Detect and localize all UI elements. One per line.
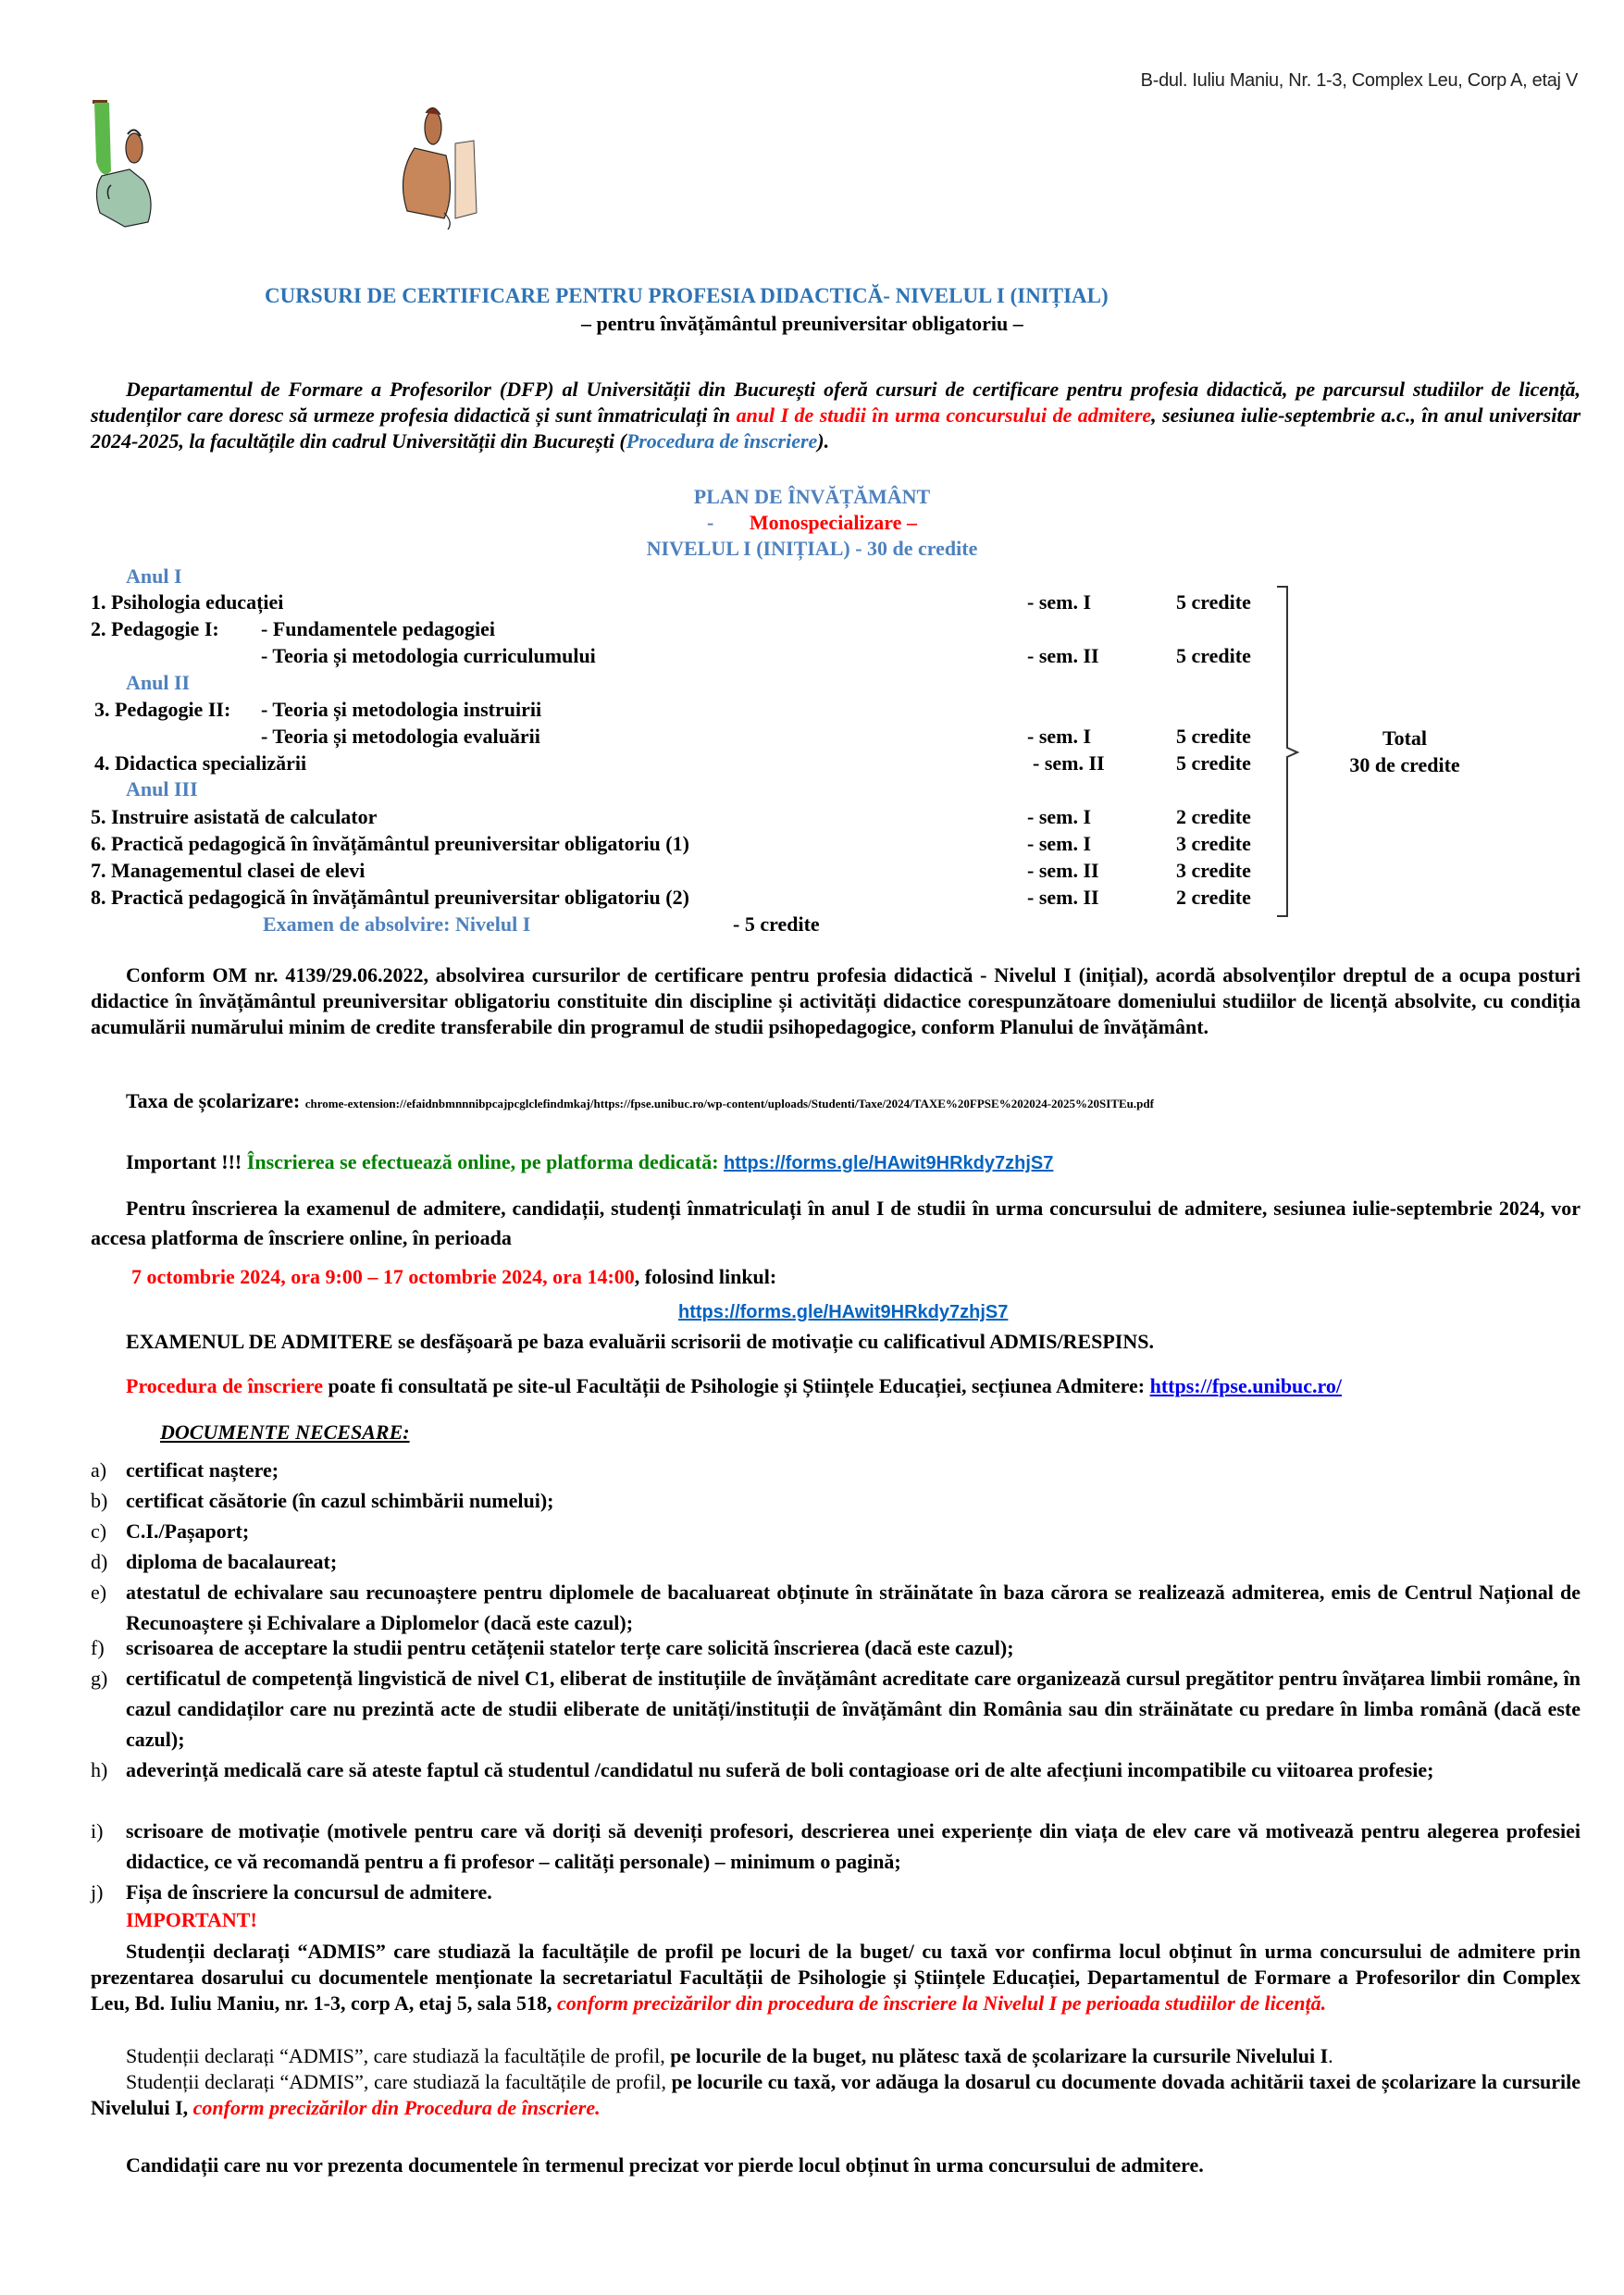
course-5: 5. Instruire asistată de calculator bbox=[91, 805, 378, 828]
total-label: Total bbox=[1382, 726, 1428, 750]
document-letter: f) bbox=[91, 1636, 105, 1659]
final-exam-credits: - 5 credite bbox=[733, 912, 820, 936]
document-text: adeverință medicală care să ateste faptul că studentul /candidatul nu suferă de boli contagioase ori de alte afecțiuni incompatibile cu viitoarea profesie; bbox=[126, 1758, 1434, 1781]
course-6-sem: - sem. I bbox=[1027, 832, 1092, 855]
total-credits bbox=[1312, 725, 1497, 778]
document-text: certificatul de competență lingvistică de nivel C1, eliberat de instituțiile de învățământ acreditate care organizează cursul pregătitor pentru învățarea limbii române, în cazul candidaților care nu prezintă acte de studii eliberate de unități/instituții de învățământ din România sau din străinătate cu predare în limba română (dacă este cazul); bbox=[126, 1667, 1581, 1751]
course-3-sub-2: - Teoria și metodologia evaluării bbox=[261, 725, 540, 748]
forms-link-2[interactable]: https://forms.gle/HAwit9HRkdy7zhjS7 bbox=[678, 1302, 1009, 1322]
document-item bbox=[91, 1516, 1581, 1546]
course-2-credits: 5 credite bbox=[1176, 644, 1251, 667]
admis-taxa-bold: pe locurile cu taxă, vor adăuga la dosarul cu documente dovada achitării taxei de școlarizare la cursurile Nivelului I, bbox=[91, 2070, 1581, 2119]
document-item bbox=[91, 1877, 1581, 1907]
document-text: certificat căsătorie (în cazul schimbării numelui); bbox=[126, 1489, 554, 1512]
teacher-clipart-icon bbox=[83, 97, 213, 231]
document-text: C.I./Pașaport; bbox=[126, 1520, 250, 1543]
computer-user-clipart-icon bbox=[389, 102, 537, 231]
course-2-sem: - sem. II bbox=[1027, 644, 1099, 667]
document-text: diploma de bacalaureat; bbox=[126, 1550, 338, 1573]
course-4-sem: - sem. II bbox=[1033, 751, 1105, 775]
course-2-sub-2: - Teoria și metodologia curriculumului bbox=[261, 644, 596, 667]
course-2: 2. Pedagogie I: bbox=[91, 617, 219, 640]
intro-text: Departamentul de Formare a Profesorilor (DFP) al Universității din București oferă cursuri de certificare pentru profesia didactică, pe parcursul studiilor de licență, studenților care doresc să urmeze profesia didactică și sunt înmatriculați în bbox=[91, 378, 1581, 427]
course-1-credits: 5 credite bbox=[1176, 590, 1251, 614]
document-item bbox=[91, 1485, 1581, 1516]
taxa-label: Taxa de școlarizare: bbox=[126, 1089, 305, 1112]
header-address: B-dul. Iuliu Maniu, Nr. 1-3, Complex Leu, Corp A, etaj V bbox=[1140, 70, 1578, 91]
fpse-link[interactable]: https://fpse.unibuc.ro/ bbox=[1149, 1374, 1343, 1397]
plan-specialization: Monospecializare bbox=[749, 511, 902, 534]
intro-text-2: , sesiunea iulie-septembrie a.c., în anul universitar 2024-2025, la facultățile din cadrul Universității din București ( bbox=[91, 403, 1581, 453]
course-7-sem: - sem. II bbox=[1027, 859, 1099, 882]
deadline-line bbox=[131, 1265, 776, 1289]
page-subtitle: – pentru învățământul preuniversitar obligatoriu – bbox=[581, 312, 1023, 335]
procedura-link[interactable]: Procedura de înscriere bbox=[626, 429, 818, 453]
course-3-sem: - sem. I bbox=[1027, 725, 1092, 748]
document-text: Fișa de înscriere la concursul de admitere. bbox=[126, 1880, 492, 1904]
document-letter: j) bbox=[91, 1880, 104, 1904]
plan-title: PLAN DE ÎNVĂȚĂMÂNT bbox=[693, 485, 931, 508]
inscriere-paragraph: Pentru înscrierea la examenul de admitere, candidații, studenți înmatriculați în anul I de studii în urma concursului de admitere, sesiunea iulie-septembrie 2024, vor accesa platforma de înscriere online, în perioada bbox=[91, 1197, 1581, 1249]
procedura-text: poate fi consultată pe site-ul Facultății de Psihologie și Științele Educației, secțiunea Admitere: bbox=[323, 1374, 1150, 1397]
important-line bbox=[126, 1150, 1053, 1174]
admis-buget-paragraph bbox=[91, 2043, 1581, 2069]
course-2-sub-1: - Fundamentele pedagogiei bbox=[261, 617, 495, 640]
total-bracket-icon bbox=[1275, 585, 1303, 920]
deadline-suffix: , folosind linkul: bbox=[634, 1265, 777, 1288]
admis-buget-text: Studenții declarați “ADMIS”, care studiază la facultățile de profil, bbox=[126, 2044, 671, 2067]
document-item bbox=[91, 1577, 1581, 1638]
course-7-credits: 3 credite bbox=[1176, 859, 1251, 882]
admis-taxa-text: Studenții declarați “ADMIS”, care studiază la facultățile de profil, bbox=[126, 2070, 672, 2093]
admis-buget-bold: pe locurile de la buget, nu plătesc taxă de școlarizare la cursurile Nivelului I bbox=[670, 2044, 1329, 2067]
important-heading: IMPORTANT! bbox=[126, 1908, 257, 1931]
procedura-line bbox=[126, 1374, 1342, 1398]
course-5-credits: 2 credite bbox=[1176, 805, 1251, 828]
course-7: 7. Managementul clasei de elevi bbox=[91, 859, 366, 882]
course-8: 8. Practică pedagogică în învățământul preuniversitar obligatoriu (2) bbox=[91, 886, 689, 909]
document-letter: a) bbox=[91, 1458, 107, 1482]
document-letter: h) bbox=[91, 1758, 108, 1781]
forms-link-1[interactable]: https://forms.gle/HAwit9HRkdy7zhjS7 bbox=[724, 1153, 1054, 1173]
document-item bbox=[91, 1632, 1581, 1663]
page-title: CURSURI DE CERTIFICARE PENTRU PROFESIA DIDACTICĂ- NIVELUL I (INIȚIAL) bbox=[265, 284, 1109, 307]
document-letter: i) bbox=[91, 1819, 104, 1842]
document-letter: b) bbox=[91, 1489, 108, 1512]
deadline-period: 7 octombrie 2024, ora 9:00 – 17 octombrie 2024, ora 14:00 bbox=[131, 1265, 635, 1288]
taxa-url: chrome-extension://efaidnbmnnnibpcajpcglclefindmkaj/https://fpse.unibuc.ro/wp-content/uploads/Studenti/Taxe/2024/TAXE%20FPSE%202024-2025%20SITEu.pdf bbox=[304, 1097, 1154, 1110]
intro-highlight: anul I de studii în urma concursului de admitere bbox=[736, 403, 1152, 427]
course-3: 3. Pedagogie II: bbox=[94, 698, 231, 721]
course-8-credits: 2 credite bbox=[1176, 886, 1251, 909]
document-item bbox=[91, 1455, 1581, 1485]
plan-dash: - bbox=[707, 511, 714, 534]
course-3-credits: 5 credite bbox=[1176, 725, 1251, 748]
course-6-credits: 3 credite bbox=[1176, 832, 1251, 855]
course-1-sem: - sem. I bbox=[1027, 590, 1092, 614]
intro-text-3: ). bbox=[817, 429, 830, 453]
intro-paragraph bbox=[91, 377, 1581, 454]
document-letter: d) bbox=[91, 1550, 108, 1573]
final-exam-label: Examen de absolvire: Nivelul I bbox=[263, 912, 531, 936]
document-item bbox=[91, 1755, 1581, 1785]
year-label-1: Anul I bbox=[126, 564, 182, 588]
admis-confirm-paragraph bbox=[91, 1939, 1581, 2016]
exam-text: EXAMENUL DE ADMITERE se desfășoară pe baza evaluării scrisorii de motivație cu calificativul ADMIS/RESPINS. bbox=[126, 1330, 1154, 1353]
document-item bbox=[91, 1816, 1581, 1877]
closing-paragraph: Candidații care nu vor prezenta documentele în termenul precizat vor pierde locul obținut în urma concursului de admitere. bbox=[126, 2153, 1204, 2177]
important-prefix: Important !!! bbox=[126, 1150, 247, 1173]
year-label-3: Anul III bbox=[126, 777, 198, 800]
document-letter: e) bbox=[91, 1581, 107, 1604]
document-letter: g) bbox=[91, 1667, 108, 1690]
taxa-line bbox=[126, 1089, 1154, 1113]
total-value: 30 de credite bbox=[1349, 753, 1460, 776]
document-item bbox=[91, 1663, 1581, 1755]
document-text: atestatul de echivalare sau recunoaștere pentru diplomele de bacaluareat obținute în străinătate în baza cărora se realizează admiterea, emis de Centrul Național de Recunoaștere și Echivalare a Diplomelor (dacă este cazul); bbox=[126, 1581, 1581, 1634]
plan-spec-suffix: – bbox=[901, 511, 917, 534]
course-5-sem: - sem. I bbox=[1027, 805, 1092, 828]
course-1: 1. Psihologia educației bbox=[91, 590, 284, 614]
admis-confirm-red: conform precizărilor din procedura de înscriere la Nivelul I pe perioada studiilor de licență. bbox=[557, 1991, 1327, 2015]
course-3-sub-1: - Teoria și metodologia instruirii bbox=[261, 698, 542, 721]
admis-taxa-red: conform precizărilor din Procedura de înscriere. bbox=[192, 2096, 601, 2119]
year-label-2: Anul II bbox=[126, 671, 191, 694]
important-green-text: Înscrierea se efectuează online, pe platforma dedicată: bbox=[246, 1150, 725, 1173]
admis-confirm-text: Studenții declarați “ADMIS” care studiază la facultățile de profil pe locuri de la buget/ cu taxă vor confirma locul obținut în urma concursului de admitere prin prezentarea dosarului cu documentele menționate la secretariatul Facultății de Psihologie și Științele Educației, Departamentul de Formare a Profesorilor din Complex Leu, Bd. Iuliu Maniu, nr. 1-3, corp A, etaj 5, sala 518, bbox=[91, 1940, 1581, 2015]
documents-heading: DOCUMENTE NECESARE: bbox=[160, 1420, 410, 1444]
document-item bbox=[91, 1546, 1581, 1577]
admis-buget-end: . bbox=[1328, 2044, 1333, 2067]
plan-heading bbox=[0, 484, 1624, 562]
document-text: scrisoarea de acceptare la studii pentru cetățenii statelor terțe care solicită înscrierea (dacă este cazul); bbox=[126, 1636, 1014, 1659]
course-8-sem: - sem. II bbox=[1027, 886, 1099, 909]
course-4: 4. Didactica specializării bbox=[94, 751, 307, 775]
document-text: scrisoare de motivație (motivele pentru care vă doriți să deveniți profesori, descrierea unei experiențe din viața de elev care vă motivează pentru alegerea profesiei didactice, ce vă recomandă pentru a fi profesor – calități personale) – minimum o pagină; bbox=[126, 1819, 1581, 1873]
procedura-label: Procedura de înscriere bbox=[126, 1374, 324, 1397]
conform-paragraph: Conform OM nr. 4139/29.06.2022, absolvirea cursurilor de certificare pentru profesia didactică - Nivelul I (inițial), acordă absolvenților dreptul de a ocupa posturi didactice în învățământul preuniversitar obligatoriu constituite din discipline și activități didactice corespunzătoare domeniului studiilor de licență absolvite, cu condiția acumulării numărului minim de credite transferabile din programul de studii psihopedagogice, conform Planului de învățământ. bbox=[91, 963, 1581, 1038]
plan-level: NIVELUL I (INIȚIAL) - 30 de credite bbox=[646, 537, 978, 560]
course-4-credits: 5 credite bbox=[1176, 751, 1251, 775]
document-text: certificat naștere; bbox=[126, 1458, 279, 1482]
admis-taxa-paragraph bbox=[91, 2069, 1581, 2121]
document-letter: c) bbox=[91, 1520, 107, 1543]
course-6: 6. Practică pedagogică în învățământul preuniversitar obligatoriu (1) bbox=[91, 832, 689, 855]
